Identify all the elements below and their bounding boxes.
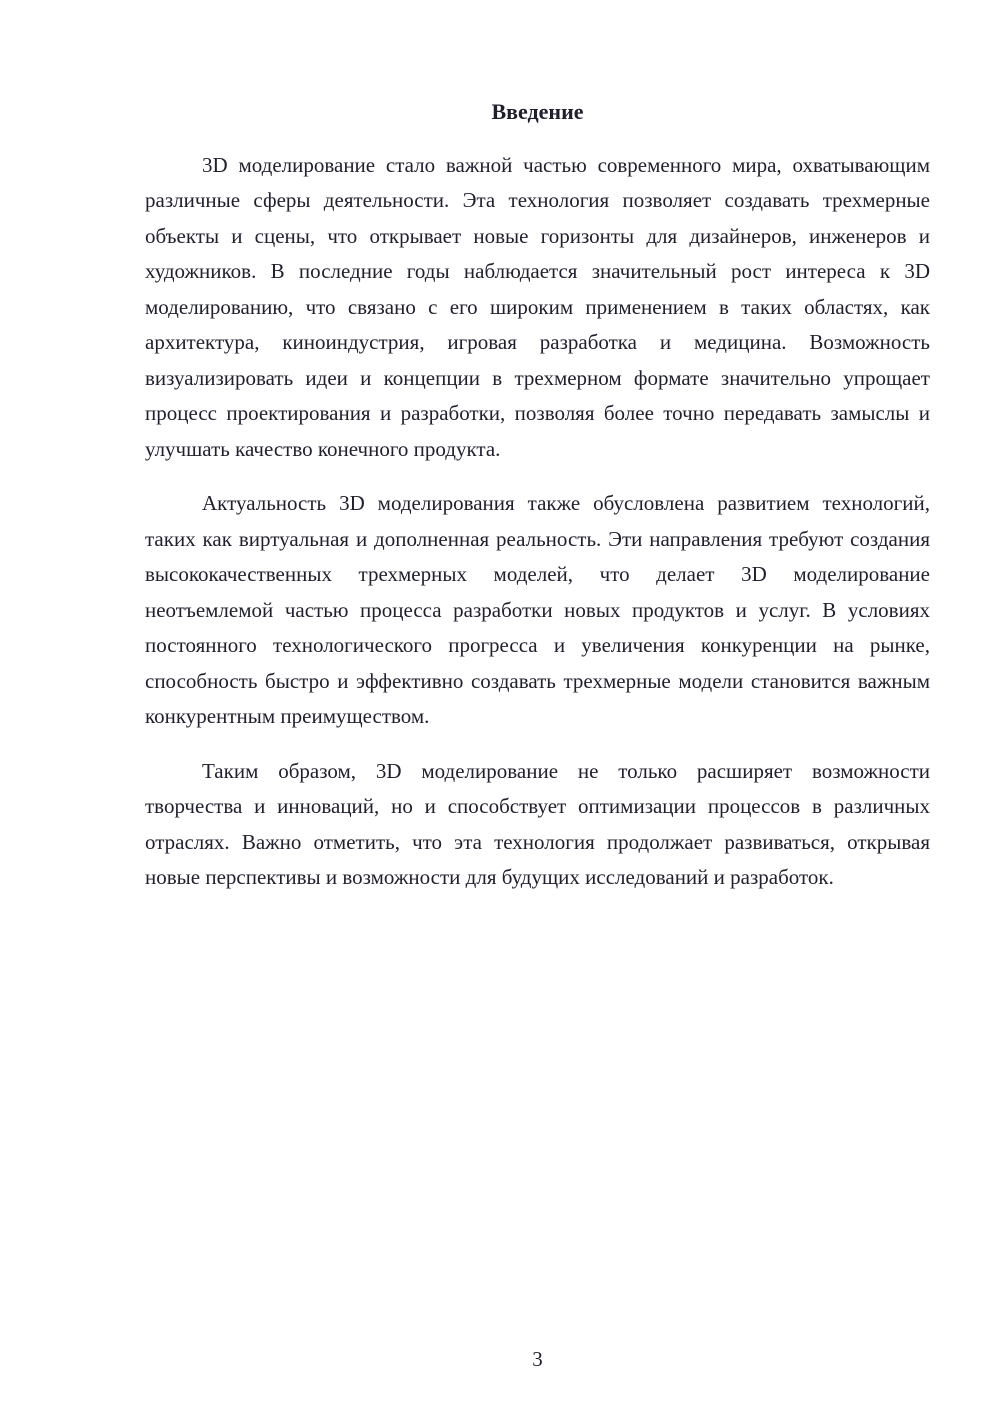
section-title: Введение (491, 99, 584, 124)
page-number: 3 (532, 1347, 543, 1371)
paragraph-1: 3D моделирование стало важной частью современного мира, охватывающим различные сферы деятельности. Эта технология позволяет создавать трехмерные объекты и сцены, что открывает новые горизонты для дизайнеров, инженеров и художников. В последние годы наблюдается значительный рост интереса к 3D моделированию, что связано с его широким применением в таких областях, как архитектура, киноиндустрия, игровая разработка и медицина. Возможность визуализировать идеи и концепции в трехмерном формате значительно упрощает процесс проектирования и разработки, позволяя более точно передавать замыслы и улучшать качество конечного продукта. (145, 152, 930, 461)
paragraph-2: Актуальность 3D моделирования также обусловлена развитием технологий, таких как виртуальная и дополненная реальность. Эти направления требуют создания высококачественных трехмерных моделей, что делает 3D моделирование неотъемлемой частью процесса разработки новых продуктов и услуг. В условиях постоянного технологического прогресса и увеличения конкуренции на рынке, способность быстро и эффективно создавать трехмерные модели становится важным конкурентным преимуществом. (145, 491, 930, 728)
paragraph-3: Таким образом, 3D моделирование не только расширяет возможности творчества и инноваций, но и способствует оптимизации процессов в различных отраслях. Важно отметить, что эта технология продолжает развиваться, открывая новые перспективы и возможности для будущих исследований и разработок. (145, 758, 930, 889)
